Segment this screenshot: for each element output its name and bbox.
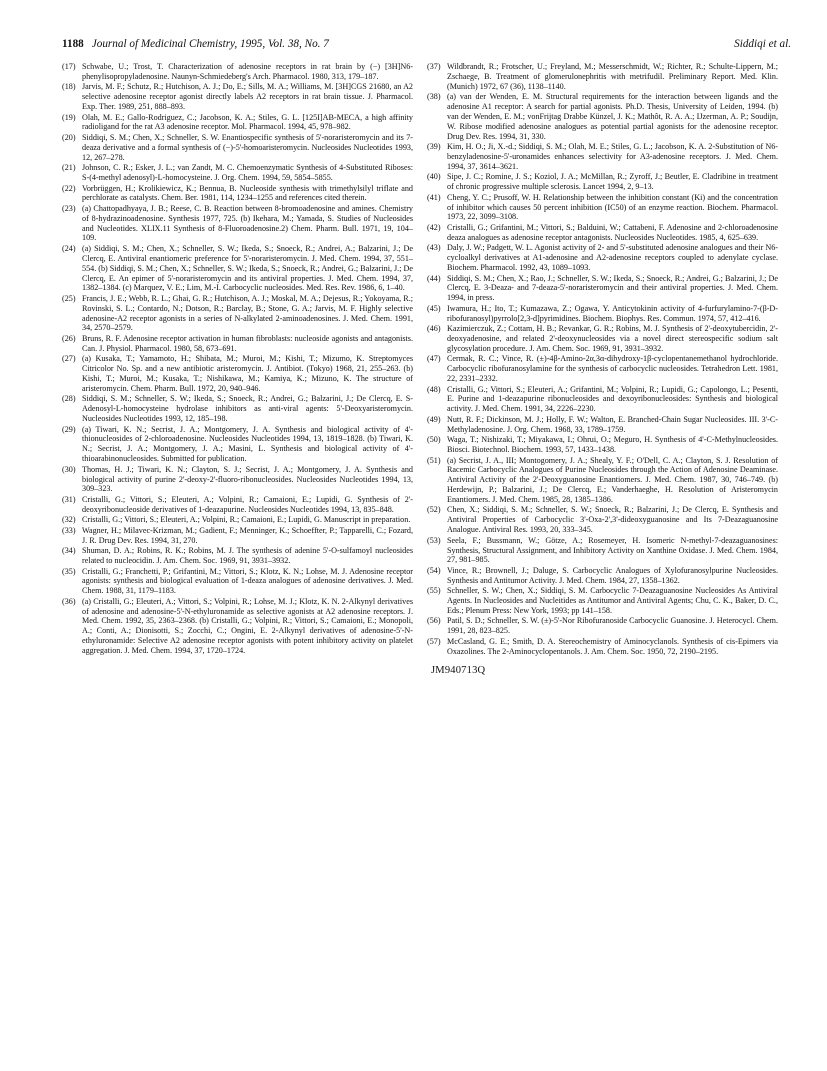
reference-text: (a) Cristalli, G.; Eleuteri, A.; Vittori, S.; Volpini, R.; Lohse, M. J.; Klotz, K. N. 2-Alkynyl derivatives of adenosine and adenosine-5'-N-ethyluronamide as selective agonists at A2 adenosine receptors. J. Med. Chem. 1992, 35, 2363–2368. (b) Cristalli, G.; Volpini, R.; Vittori, S.; Camaioni, E.; Monopoli, A.; Conti, A.; Dionisotti, S.; Zocchi, C.; Ongini, E. 2-Alkynyl derivatives of adenosine-5'-N-ethyluronamide: Selective A2 adenosine receptor agonists with potent inhibitory activity on platelet aggregation. J. Med. Chem. 1994, 37, 1720–1724.: [82, 596, 413, 655]
reference-entry: [427, 616, 778, 636]
reference-entry: [62, 597, 413, 656]
reference-number: (26): [62, 333, 76, 343]
running-header: [62, 38, 791, 56]
reference-entry: [62, 163, 413, 183]
reference-entry: [62, 184, 413, 204]
reference-text: (a) Kusaka, T.; Yamamoto, H.; Shibata, M.; Muroi, M.; Kishi, T.; Mizumo, K. Streptomyces Citricolor No. Sp. and a new antibiotic aristeromycin. J. Antibiot. (Tokyo) 1968, 21, 255–263. (b) Kishi, T.; Muroi, M.; Kusaka, T.; Nishikawa, M.; Kamiya, K.; Mizuno, K. The structure of aristeromycin. Chem. Pharm. Bull. 1972, 20, 940–946.: [82, 354, 413, 393]
journal-citation: Journal of Medicinal Chemistry, 1995, Vol. 38, No. 7: [91, 38, 329, 50]
reference-text: Vince, R.; Brownell, J.; Daluge, S. Carbocyclic Analogues of Xylofuranosylpurine Nucleosides. Synthesis and Antitumor Activity. J. Med. Chem. 1984, 27, 1358–1362.: [447, 565, 778, 585]
reference-entry: [427, 304, 778, 324]
reference-number: (34): [62, 546, 76, 556]
reference-text: Iwamura, H.; Ito, T.; Kumazawa, Z.; Ogawa, Y. Anticytokinin activity of 4-furfurylamino-7-(β-D-ribofuranosyl)pyrrolo[2,3-d]pyrimidines. Biochem. Biophys. Res. Commun. 1974, 57, 412–416.: [447, 303, 778, 323]
reference-number: (52): [427, 505, 441, 515]
reference-number: (53): [427, 535, 441, 545]
reference-text: Kazimierczuk, Z.; Cottam, H. B.; Revankar, G. R.; Robins, M. J. Synthesis of 2'-deoxytubercidin, 2'-deoxyadenosine, and related 2'-deoxynucleosides via a novel direct stereospecific sodium salt glycosylation procedure. J. Am. Chem. Soc. 1969, 91, 3931–3932.: [447, 324, 778, 353]
reference-number: (33): [62, 525, 76, 535]
reference-text: Seela, F.; Bussmann, W.; Götze, A.; Rosemeyer, H. Isomeric N-methyl-7-deazaguanosines: Synthesis, Structural Assignment, and Inhibitory Activity on Xanthine Oxidase. J. Med. Chem. 1984, 27, 981–985.: [447, 535, 778, 565]
reference-number: (17): [62, 62, 76, 71]
reference-entry: [62, 394, 413, 424]
reference-text: Wagner, H.; Milavec-Krizman, M.; Gadient, F.; Menninger, K.; Schoeffter, P.; Tapparelli, C.; Fozard, J. R. Drug Dev. Res. 1994, 31, 270.: [82, 525, 413, 545]
reference-number: (55): [427, 586, 441, 596]
right-column: [427, 62, 778, 676]
reference-text: Cristalli, G.; Franchetti, P.; Grifantini, M.; Vittori, S.; Klotz, K. N.; Lohse, M. J. Adenosine receptor agonists: synthesis and biological evaluation of 1-deaza analogues of adenosine derivatives. J. Med. Chem. 1988, 31, 1179–1183.: [82, 566, 413, 596]
reference-entry: [427, 142, 778, 172]
reference-number: (19): [62, 112, 76, 122]
reference-text: Wildbrandt, R.; Frotscher, U.; Freyland, M.; Messerschmidt, W.; Richter, R.; Schulte-Lippern, M.; Zschaege, B. Treatment of glomerulonephritis with metrifudil. Preliminary Report. Med. Klin. (Munich) 1972, 67 (36), 1138–1140.: [447, 62, 778, 91]
reference-entry: [427, 324, 778, 354]
reference-entry: [62, 294, 413, 333]
reference-text: Cristalli, G.; Vittori, S.; Eleuteri, A.; Grifantini, M.; Volpini, R.; Lupidi, G.; Capolongo, L.; Pesenti, E. Purine and 1-deazapurine ribonucleosides and dexoyribonucleosides: Synthesis and biological activity. J. Med. Chem. 1991, 34, 2226–2230.: [447, 384, 778, 414]
reference-entry: [62, 546, 413, 566]
reference-text: (a) Secrist, J. A., III; Montogomery, J. A.; Shealy, Y. F.; O'Dell, C. A.; Clayton, S. J. Resolution of Racemic Carbocyclic Analogues of Purine Nucleosides through the Action of Adenosine Deaminase. Antiviral Activity of the 2'-Deoxyguanosine Enantiomers. J. Med. Chem. 1987, 30, 746–749. (b) Herdewijn, P.; Balzarini, J.; De Clercq, E.; Vanderhaeghe, H. Resolution of Aristeromycin Enantiomers. J. Med. Chem. 1985, 28, 1385–1386.: [447, 455, 778, 504]
reference-entry: [62, 425, 413, 464]
reference-text: Schwabe, U.; Trost, T. Characterization of adenosine receptors in rat brain by (−) [3H]N6-phenylisopropyladenosine. Naunyn-Schmiedeberg's Arch. Pharmacol. 1980, 313, 179–187.: [82, 62, 413, 81]
reference-text: Thomas, H. J.; Tiwari, K. N.; Clayton, S. J.; Secrist, J. A.; Montgomery, J. A. Synthesis and biological activity of purine 2'-deoxy-2'-fluoro-ribonucleosides. Nucleosides Nucleotides 1994, 13, 309–323.: [82, 464, 413, 494]
reference-text: (a) van der Wenden, E. M. Structural requirements for the interaction between ligands and the adenosine A1 receptor: A search for partial agonists. Ph.D. Thesis, University of Leiden, 1994. (b) van der Wenden, E. M.; vonFrijtag Drabbe Künzel, J. K.; Mathôt, R. A. A.; IJzerman, A. P.; Soudijn, W. Ribose modified adenosine analogues as potential partial agonists for the adenosine receptor. Drug Dev. Res. 1994, 31, 330.: [447, 92, 778, 141]
reference-number: (43): [427, 243, 441, 253]
reference-columns: [62, 62, 791, 676]
reference-number: (20): [62, 132, 76, 142]
reference-text: Cristalli, G.; Vittori, S.; Eleuteri, A.; Volpini, R.; Camaioni, E.; Lupidi, G. Synthesis of 2'-deoxyribonucleoside derivatives of 1-deazapurine. Nucleosides Nucleotides 1994, 13, 835–848.: [82, 494, 413, 514]
manuscript-code: JM940713Q: [431, 664, 486, 676]
reference-number: (18): [62, 82, 76, 92]
reference-entry: [62, 133, 413, 163]
reference-number: (54): [427, 565, 441, 575]
reference-text: Kim, H. O.; Ji, X.-d.; Siddiqi, S. M.; Olah, M. E.; Stiles, G. L.; Jacobson, K. A. 2-Substitution of N6-benzyladenosine-5'-uronamides enhances selectivity for A3-adenosine receptors. J. Med. Chem. 1994, 37, 3614–3621.: [447, 142, 778, 171]
reference-text: Siddiqi, S. M.; Schneller, S. W.; Ikeda, S.; Snoeck, R.; Andrei, G.; Balzarini, J.; De Clercq, E. S-Adenosyl-L-homocysteine hydrolase inhibitors as anti-viral agents: 5'-Deoxyaristeromycin. Nucleosides Nucleotides 1993, 12, 185–198.: [82, 394, 413, 424]
reference-entry: [427, 172, 778, 192]
reference-text: Cheng, Y. C.; Prusoff, W. H. Relationship between the inhibition constant (Ki) and the concentration of inhibitor which causes 50 percent inhibition (IC50) of an enzyme reaction. Biochem. Pharmacol. 1973, 22, 3099–3108.: [447, 192, 778, 222]
reference-text: (a) Siddiqi, S. M.; Chen, X.; Schneller, S. W.; Ikeda, S.; Snoeck, R.; Andrei, A.; Balzarini, J.; De Clercq, E. Antiviral enantiomeric preference for 5'-noraristeromycin. J. Med. Chem. 1994, 37, 551–554. (b) Siddiqi, S. M.; Chen, X.; Schneller, S. W.; Ikeda, S.; Snoeck, R.; Andrei, G.; Balzarini, J.; De Clercq, E. An epimer of 5'-noraristeromycin and its antiviral properties. J. Med. Chem. 1994, 37, 1382–1384. (c) Marquez, V. E.; Lim, M.-I. Carbocyclic nucleosides. Med. Res. Rev. 1986, 6, 1–40.: [82, 244, 413, 293]
reference-number: (57): [427, 636, 441, 646]
reference-entry: [427, 566, 778, 586]
reference-entry: [62, 334, 413, 354]
reference-text: Daly, J. W.; Padgett, W. L. Agonist activity of 2- and 5'-substituted adenosine analogues and their N6-cycloalkyl derivatives at A1-adenosine and A2-adenosine receptors coupled to adenylate cyclase. Biochem. Pharmacol. 1992, 43, 1089–1093.: [447, 243, 778, 272]
reference-number: (31): [62, 494, 76, 504]
reference-number: (41): [427, 192, 441, 202]
reference-number: (49): [427, 414, 441, 424]
reference-number: (42): [427, 222, 441, 232]
reference-number: (50): [427, 435, 441, 445]
reference-text: Sipe, J. C.; Romine, J. S.; Koziol, J. A.; McMillan, R.; Zyroff, J.; Beutler, E. Cladribine in treatment of chronic progressive multiple sclerosis. Lancet 1994, 2, 9–13.: [447, 172, 778, 192]
reference-text: Shuman, D. A.; Robins, R. K.; Robins, M. J. The synthesis of adenine 5'-O-sulfamoyl nucleosides related to nucleocidin. J. Am. Chem. Soc. 1969, 91, 3931–3932.: [82, 546, 413, 566]
reference-entry: [427, 62, 778, 92]
reference-number: (27): [62, 354, 76, 364]
reference-text: Francis, J. E.; Webb, R. L.; Ghai, G. R.; Hutchison, A. J.; Moskal, M. A.; Dejesus, R.; Yokoyama, R.; Rovinski, S. L.; Contardo, N.; Dotson, R.; Barclay, B.; Stone, G. A.; Jarvis, M. F. Highly selective adenosine-A2 receptor agonists in a series of N-alkylated 2-aminoadenosines. J. Med. Chem. 1991, 34, 2570–2579.: [82, 293, 413, 333]
reference-text: Siddiqi, S. M.; Chen, X.; Schneller, S. W. Enantiospecific synthesis of 5'-noraristeromycin and its 7-deaza derivative and a formal synthesis of (−)-5'-homoaristeromycin. Nucleosides Nucleotides 1993, 12, 267–278.: [82, 132, 413, 162]
reference-text: Cristalli, G.; Vittori, S.; Eleuteri, A.; Volpini, R.; Camaioni, E.; Lupidi, G. Manuscript in preparation.: [82, 515, 411, 525]
reference-entry: [427, 92, 778, 141]
reference-entry: [62, 515, 413, 525]
reference-text: Schneller, S. W.; Chen, X.; Siddiqi, S. M. Carbocyclic 7-Deazaguanosine Nucleosides As Antiviral Agents. In Nucleosides and Nucleitides as Antitumor and Antiviral Agents; Chu, C. K., Baker, D. C., Eds.; Plenum Press: New York, 1993; pp 141–158.: [447, 586, 778, 615]
reference-entry: [62, 62, 413, 82]
reference-text: (a) Chattopadhyaya, J. B.; Reese, C. B. Reaction between 8-bromoadenosine and amines. Chemistry of 8-hydrazinoadenosine. Synthesis 1977, 725. (b) Ikehara, M.; Yamada, S. Studies of Nucleosides and Nucleotides. XLIX.11 Synthesis of 8-Fluoroadenosine.2) Chem. Pharm. Bull. 1971, 19, 104–109.: [82, 203, 413, 243]
reference-entry: [427, 415, 778, 435]
reference-text: Nutt, R. F.; Dickinson, M. J.; Holly, F. W.; Walton, E. Branched-Chain Sugar Nucleosides. III. 3'-C-Methyladenosine. J. Org. Chem. 1968, 33, 1789–1759.: [447, 414, 778, 434]
reference-number: (29): [62, 424, 76, 434]
reference-entry: [427, 274, 778, 304]
reference-entry: [427, 354, 778, 384]
reference-text: Johnson, C. R.; Esker, J. L.; van Zandt, M. C. Chemoenzymatic Synthesis of 4-Substituted Riboses: S-(4-methyl adenosyl)-L-homocysteine. J. Org. Chem. 1994, 59, 5854–5855.: [82, 163, 413, 183]
reference-text: Siddiqi, S. M.; Chen, X.; Rao, J.; Schneller, S. W.; Ikeda, S.; Snoeck, R.; Andrei, G.; Balzarini, J.; De Clercq, E. 3-Deaza- and 7-deaza-5'-noraristeromycin and their antiviral properties. J. Med. Chem. 1994, in press.: [447, 273, 778, 303]
reference-number: (47): [427, 354, 441, 364]
reference-number: (51): [427, 455, 441, 465]
reference-entry: [62, 244, 413, 293]
reference-number: (30): [62, 464, 76, 474]
reference-number: (32): [62, 515, 76, 525]
reference-text: (a) Tiwari, K. N.; Secrist, J. A.; Montgomery, J. A. Synthesis and biological activity of 4'-thionucleosides of 2-chloroadenosine. Nucleosides Nucleotides 1994, 13, 1819–1828. (b) Tiwari, K. N.; Secrist, J. A.; Montgomery, J. A.; Masini, L. Synthesis and biological activity of 4'-thioarabinonucleosides. Submitted for publication.: [82, 424, 413, 464]
reference-number: (23): [62, 203, 76, 213]
reference-number: (28): [62, 394, 76, 404]
reference-entry: [427, 637, 778, 657]
reference-entry: [427, 223, 778, 243]
reference-entry: [62, 567, 413, 597]
reference-text: Chen, X.; Siddiqi, S. M.; Schneller, S. W.; Snoeck, R.; Balzarini, J.; De Clercq, E. Synthesis and Antiviral Properties of Carbocyclic 3'-Oxa-2',3'-dideoxyguanosine and Its 7-Deazaguanosine Analogue. Antiviral Res. 1993, 20, 333–345.: [447, 505, 778, 535]
reference-entry: [427, 586, 778, 616]
reference-text: Waga, T.; Nishizaki, T.; Miyakawa, I.; Ohrui, O.; Meguro, H. Synthesis of 4'-C-Methylnucleosides. Biosci. Biotechnol. Biochem. 1993, 57, 1433–1438.: [447, 435, 778, 454]
reference-number: (35): [62, 566, 76, 576]
reference-entry: [427, 193, 778, 223]
reference-entry: [62, 204, 413, 243]
reference-number: (44): [427, 273, 441, 283]
reference-number: (56): [427, 616, 441, 626]
reference-number: (40): [427, 172, 441, 182]
reference-entry: [427, 536, 778, 566]
left-column: [62, 62, 413, 676]
reference-number: (25): [62, 293, 76, 303]
running-authors: Siddiqi et al.: [734, 38, 791, 50]
page-number: 1188: [62, 38, 84, 50]
reference-entry: [62, 82, 413, 112]
reference-text: Vorbrüggen, H.; Krolikiewicz, K.; Bennua, B. Nucleoside synthesis with trimethylsilyl triflate and perchlorate as catalysts. Chem. Ber. 1981, 114, 1234–1255 and references cited therein.: [82, 183, 413, 203]
reference-number: (22): [62, 183, 76, 193]
reference-text: McCasland, G. E.; Smith, D. A. Stereochemistry of Aminocyclanols. Synthesis of cis-Epimers via Oxazolines. The 2-Aminocyclopentanols. J. Am. Chem. Soc. 1950, 72, 2190–2195.: [447, 636, 778, 656]
reference-entry: [427, 243, 778, 273]
reference-text: Olah, M. E.; Gallo-Rodriguez, C.; Jacobson, K. A.; Stiles, G. L. [125I]AB-MECA, a high affinity radioligand for the rat A3 adenosine receptor. Mol. Pharmacol. 1994, 45, 978–982.: [82, 112, 413, 132]
reference-number: (39): [427, 142, 441, 152]
reference-number: (45): [427, 303, 441, 313]
reference-entry: [62, 526, 413, 546]
reference-entry: [427, 456, 778, 505]
reference-number: (21): [62, 163, 76, 173]
reference-text: Cristalli, G.; Grifantini, M.; Vittori, S.; Balduini, W.; Cattabeni, F. Adenosine and 2-chloroadenosine deaza analogues as adenosine receptor antagonists. Nucleosides Nucleotides. 1985, 4, 625–639.: [447, 222, 778, 242]
reference-entry: [62, 113, 413, 133]
reference-entry: [427, 385, 778, 415]
reference-number: (38): [427, 92, 441, 102]
reference-entry: [62, 465, 413, 495]
reference-number: (46): [427, 324, 441, 334]
reference-text: Bruns, R. F. Adenosine receptor activation in human fibroblasts: nucleoside agonists and antagonists. Can. J. Physiol. Pharmacol. 1980, 58, 673–691.: [82, 333, 413, 353]
reference-number: (37): [427, 62, 441, 71]
reference-number: (48): [427, 384, 441, 394]
reference-text: Jarvis, M. F.; Schutz, R.; Hutchison, A. J.; Do, E.; Sills, M. A.; Williams, M. [3H]CGS 21680, an A2 selective adenosine receptor agonist directly labels A2 receptors in rat brain tissue. J. Pharmacol. Exp. Ther. 1989, 251, 888–893.: [82, 82, 413, 112]
reference-entry: [62, 495, 413, 515]
reference-entry: [427, 505, 778, 535]
reference-text: Patil, S. D.; Schneller, S. W. (±)-5'-Nor Ribofuranoside Carbocyclic Guanosine. J. Heterocycl. Chem. 1991, 28, 823–825.: [447, 616, 778, 636]
reference-entry: [62, 354, 413, 393]
reference-number: (24): [62, 244, 76, 253]
reference-entry: [427, 435, 778, 455]
right-reference-list: [427, 62, 778, 657]
reference-text: Cermak, R. C.; Vince, R. (±)-4β-Amino-2α,3α-dihydroxy-1β-cyclopentanemethanol hydrochloride. Carbocyclic ribofuranosylamine for the synthesis of carbocyclic nucleosides. Tetrahedron Lett. 1981, 22, 2331–2332.: [447, 354, 778, 384]
reference-number: (36): [62, 596, 76, 606]
